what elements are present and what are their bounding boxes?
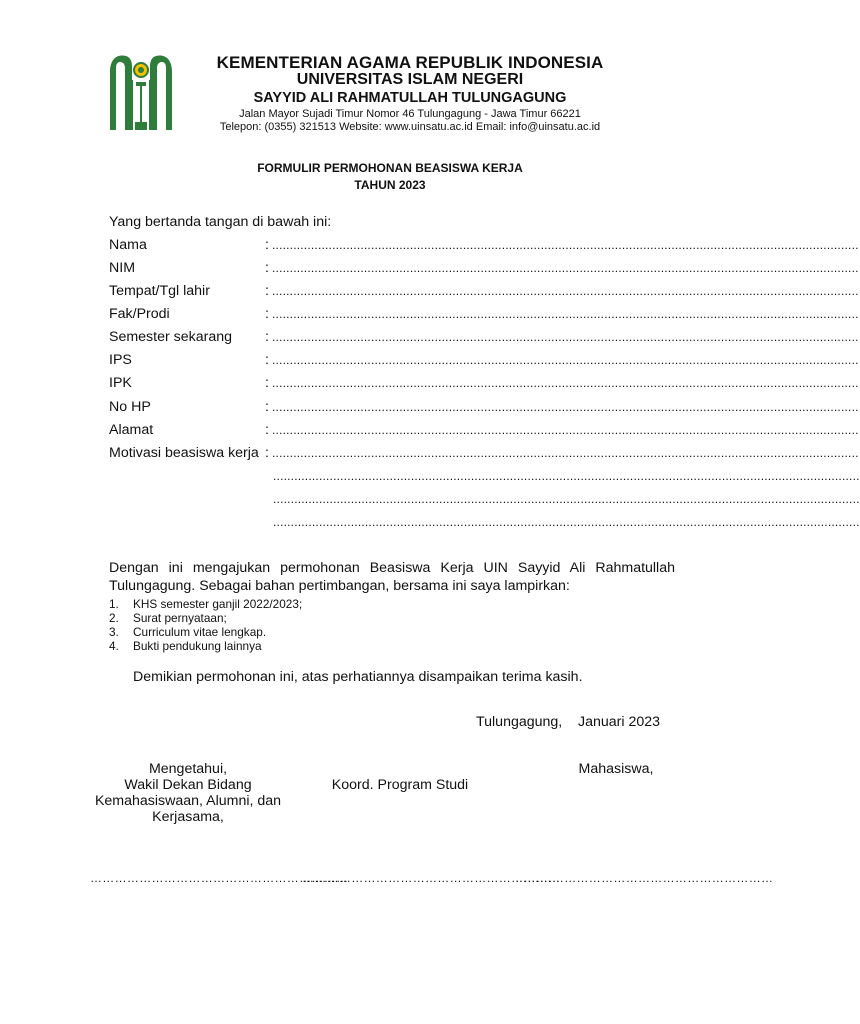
- field-label: NIM: [109, 260, 136, 276]
- signature-line-right[interactable]: ………………………………………………………: [515, 871, 774, 885]
- field-blank-line[interactable]: ......................................................................................................................................................................: [272, 238, 859, 252]
- request-paragraph-line1: Dengan ini mengajukan permohonan Beasiswa Kerja UIN Sayyid Ali Rahmatullah: [109, 560, 675, 576]
- closing-statement: Demikian permohonan ini, atas perhatiannya disampaikan terima kasih.: [133, 669, 583, 685]
- ministry-name: KEMENTERIAN AGAMA REPUBLIK INDONESIA: [216, 53, 604, 72]
- list-item-number: 1.: [109, 597, 119, 611]
- field-blank-line[interactable]: ......................................................................................................................................................................: [272, 446, 859, 460]
- list-item: KHS semester ganjil 2022/2023;: [133, 597, 303, 611]
- sig-middle-title: Koord. Program Studi: [331, 777, 469, 793]
- form-intro: Yang bertanda tangan di bawah ini:: [109, 214, 332, 230]
- field-colon: :: [265, 375, 269, 391]
- field-label: Tempat/Tgl lahir: [109, 283, 210, 299]
- field-colon: :: [265, 399, 269, 415]
- field-label: Nama: [109, 237, 147, 253]
- list-item: Surat pernyataan;: [133, 611, 227, 625]
- field-colon: :: [265, 352, 269, 368]
- signature-line-middle[interactable]: ………………………………………………………: [302, 871, 561, 885]
- university-logo: [108, 52, 174, 130]
- field-blank-line[interactable]: ......................................................................................................................................................................: [272, 330, 859, 344]
- field-blank-line[interactable]: ......................................................................................................................................................................: [273, 515, 860, 529]
- field-blank-line[interactable]: ......................................................................................................................................................................: [273, 469, 860, 483]
- field-colon: :: [265, 445, 269, 461]
- signature-line-left[interactable]: ………………………………………………………: [90, 871, 349, 885]
- list-item-number: 2.: [109, 611, 119, 625]
- field-colon: :: [265, 329, 269, 345]
- university-type: UNIVERSITAS ISLAM NEGERI: [296, 71, 524, 88]
- field-label: Fak/Prodi: [109, 306, 170, 322]
- sig-left-line1: Mengetahui,: [148, 761, 228, 777]
- sig-right-title: Mahasiswa,: [578, 761, 654, 777]
- form-title: FORMULIR PERMOHONAN BEASISWA KERJA: [257, 161, 523, 175]
- field-colon: :: [265, 260, 269, 276]
- field-colon: :: [265, 306, 269, 322]
- sig-left-line3: Kemahasiswaan, Alumni, dan: [94, 793, 282, 809]
- field-label: Motivasi beasiswa kerja: [109, 445, 259, 461]
- field-blank-line[interactable]: ......................................................................................................................................................................: [272, 353, 859, 367]
- field-label: No HP: [109, 399, 151, 415]
- list-item-number: 4.: [109, 639, 119, 653]
- field-label: IPS: [109, 352, 132, 368]
- list-item: Curriculum vitae lengkap.: [133, 625, 267, 639]
- field-colon: :: [265, 283, 269, 299]
- field-label: IPK: [109, 375, 132, 391]
- field-label: Semester sekarang: [109, 329, 233, 345]
- list-item-number: 3.: [109, 625, 119, 639]
- field-blank-line[interactable]: ......................................................................................................................................................................: [272, 284, 859, 298]
- request-paragraph-line2: Tulungagung. Sebagai bahan pertimbangan, bersama ini saya lampirkan:: [109, 578, 570, 594]
- field-label: Alamat: [109, 422, 154, 438]
- field-blank-line[interactable]: ......................................................................................................................................................................: [272, 376, 859, 390]
- form-year: TAHUN 2023: [354, 178, 426, 192]
- sig-left-line4: Kerjasama,: [152, 809, 224, 825]
- field-blank-line[interactable]: ......................................................................................................................................................................: [273, 492, 860, 506]
- field-colon: :: [265, 237, 269, 253]
- university-contact: Telepon: (0355) 321513 Website: www.uinsatu.ac.id Email: info@uinsatu.ac.id: [219, 121, 601, 133]
- field-blank-line[interactable]: ......................................................................................................................................................................: [272, 307, 859, 321]
- sig-left-line2: Wakil Dekan Bidang: [124, 777, 252, 793]
- place-date: Tulungagung, Januari 2023: [476, 714, 661, 730]
- field-blank-line[interactable]: ......................................................................................................................................................................: [272, 400, 859, 414]
- university-address: Jalan Mayor Sujadi Timur Nomor 46 Tulungagung - Jawa Timur 66221: [239, 108, 581, 120]
- list-item: Bukti pendukung lainnya: [133, 639, 262, 653]
- university-name: SAYYID ALI RAHMATULLAH TULUNGAGUNG: [253, 90, 567, 106]
- field-blank-line[interactable]: ......................................................................................................................................................................: [272, 423, 859, 437]
- field-colon: :: [265, 422, 269, 438]
- field-blank-line[interactable]: ......................................................................................................................................................................: [272, 261, 859, 275]
